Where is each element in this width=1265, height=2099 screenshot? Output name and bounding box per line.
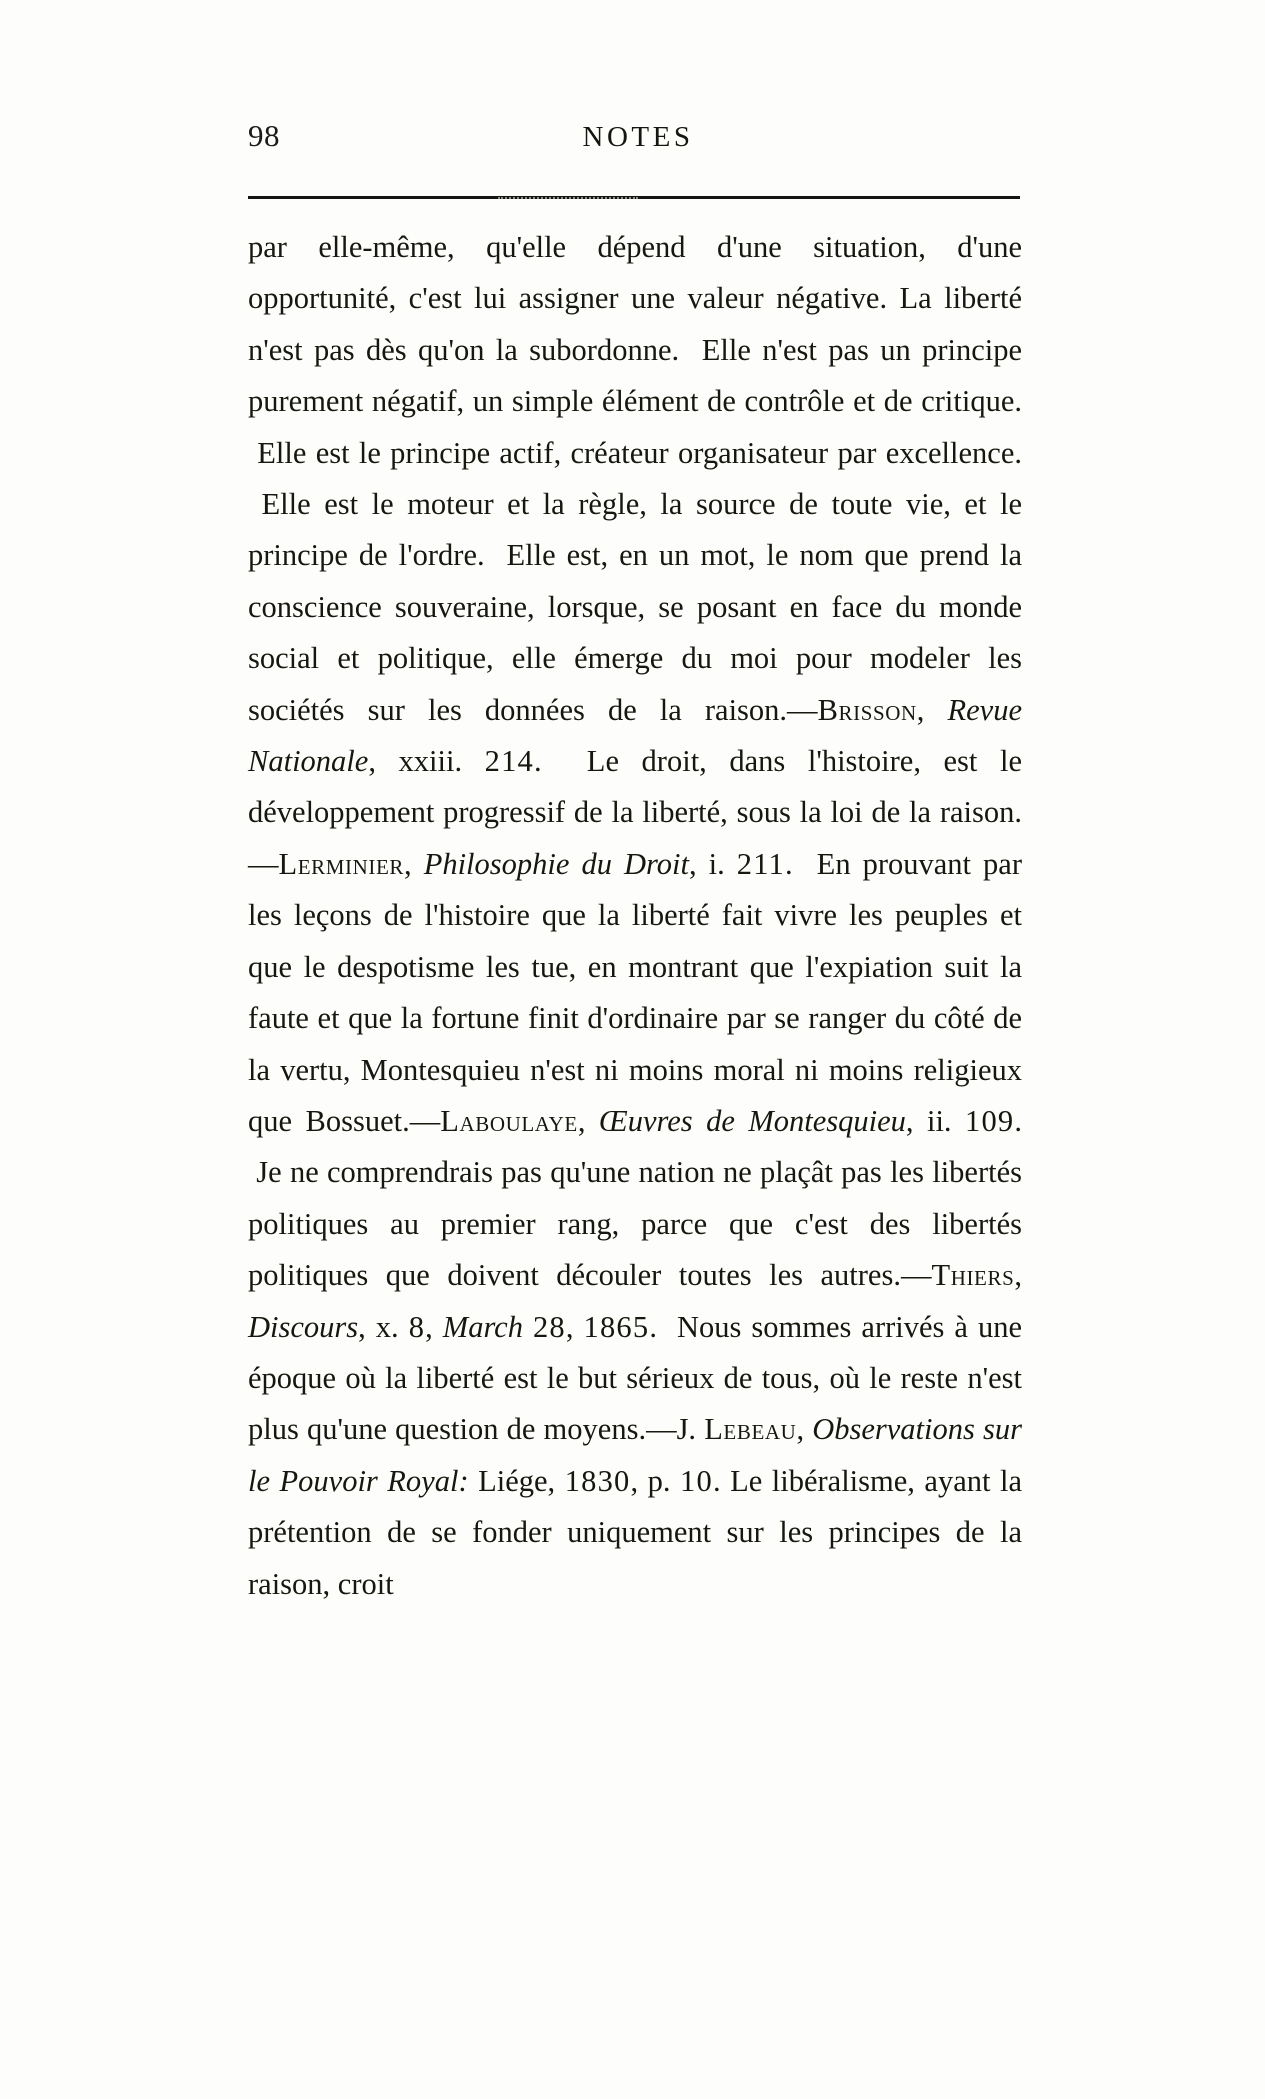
body-paragraph: par elle-même, qu'elle dépend d'une situation, d'une opportunité, c'est lui assigner une valeur négative. La liberté n'est pas dès qu'on la subordonne. Elle n'est pas un principe purement négatif, un simple élément de contrôle et de critique. Elle est le principe actif, créateur organisateur par excellence. Elle est le moteur et la règle, la source de toute vie, et le principe de l'ordre. Elle est, en un mot, le nom que prend la conscience souveraine, lorsque, se posant en face du monde social et politique, elle émerge du moi pour modeler les sociétés sur les données de la raison.—Brisson, Revue Nationale, xxiii. 214. Le droit, dans l'histoire, est le développement progressif de la liberté, sous la loi de la raison.—Lerminier, Philosophie du Droit, i. 211. En prouvant par les leçons de l'histoire que la liberté fait vivre les peuples et que le despotisme les tue, en montrant que l'expiation suit la faute et que la fortune finit d'ordinaire par se ranger du côté de la vertu, Montesquieu n'est ni moins moral ni moins religieux que Bossuet.—Laboulaye, Œuvres de Montesquieu, ii. 109. Je ne comprendrais pas qu'une nation ne plaçât pas les libertés politiques au premier rang, parce que c'est des libertés politiques que doivent découler toutes les autres.—Thiers, Discours, x. 8, March 28, 1865. Nous sommes arrivés à une époque où la liberté est le but sérieux de tous, où le reste n'est plus qu'une question de moyens.—J. Lebeau, Observations sur le Pouvoir Royal: Liége, 1830, p. 10. Le libéralisme, ayant la prétention de se fonder uniquement sur les principes de la raison, croit xyxy=(248,230,1023,1601)
page-number: 98 xyxy=(248,118,280,153)
page-header xyxy=(248,118,1018,164)
running-head: NOTES xyxy=(582,121,694,153)
header-rule xyxy=(248,196,1020,199)
